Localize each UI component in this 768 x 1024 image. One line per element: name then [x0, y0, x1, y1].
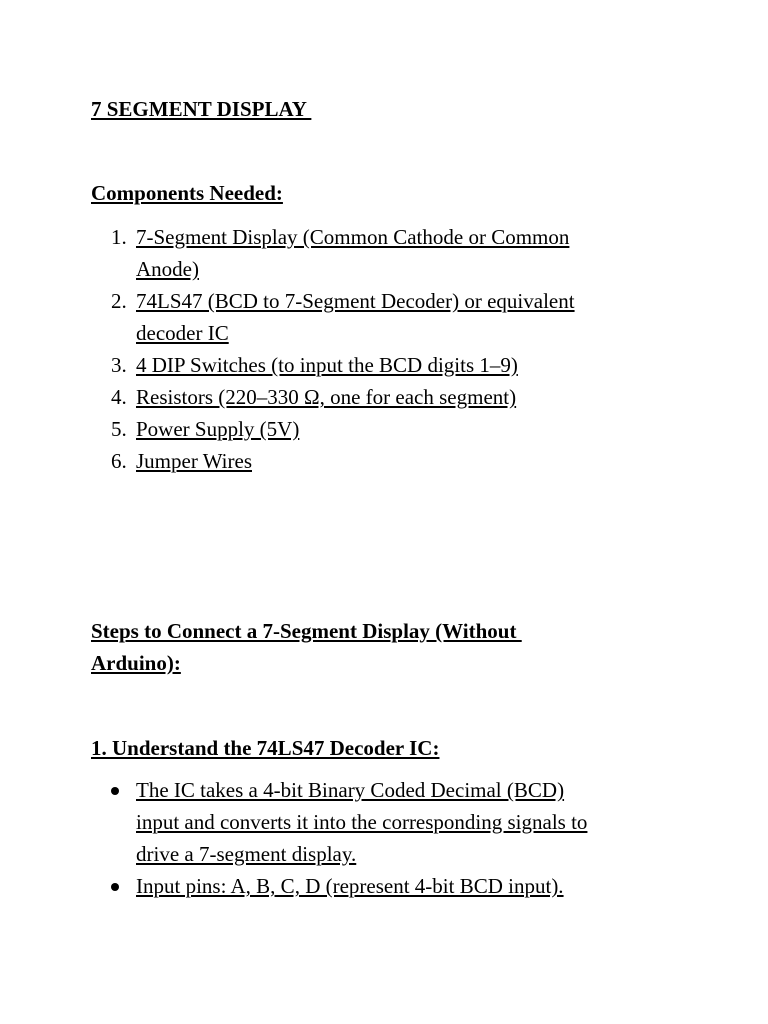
list-number: 2.: [111, 289, 127, 313]
steps-heading: Steps to Connect a 7-Segment Display (Without Arduino):: [91, 619, 517, 675]
list-number: 1.: [111, 225, 127, 249]
list-number: 3.: [111, 353, 127, 377]
list-item: [91, 349, 691, 381]
bullet-icon: [111, 883, 119, 891]
list-item-text: 7-Segment Display (Common Cathode or Common Anode): [136, 225, 570, 281]
step1-heading: 1. Understand the 74LS47 Decoder IC:: [91, 736, 440, 760]
list-item: [91, 413, 691, 445]
list-item-text: The IC takes a 4-bit Binary Coded Decimal (BCD) input and converts it into the corresponding signals to drive a 7-segment display.: [136, 778, 588, 866]
list-item-text: Jumper Wires: [136, 449, 252, 473]
list-number: 4.: [111, 385, 127, 409]
list-item-text: Power Supply (5V): [136, 417, 300, 441]
list-item: [91, 221, 691, 285]
components-list: [91, 221, 691, 477]
page-title: 7 SEGMENT DISPLAY: [91, 97, 312, 121]
list-number: 6.: [111, 449, 127, 473]
list-item: [91, 870, 691, 902]
list-item-text: Resistors (220–330 Ω, one for each segment): [136, 385, 517, 409]
list-item: [91, 381, 691, 413]
list-item: [91, 774, 691, 870]
list-item-text: 74LS47 (BCD to 7-Segment Decoder) or equivalent decoder IC: [136, 289, 575, 345]
list-number: 5.: [111, 417, 127, 441]
list-item: [91, 445, 691, 477]
list-item: [91, 285, 691, 349]
list-item-text: 4 DIP Switches (to input the BCD digits 1–9): [136, 353, 518, 377]
list-item-text: Input pins: A, B, C, D (represent 4-bit BCD input).: [136, 874, 564, 898]
bullet-icon: [111, 787, 119, 795]
step1-bullet-list: [91, 774, 691, 902]
components-heading: Components Needed:: [91, 181, 283, 205]
